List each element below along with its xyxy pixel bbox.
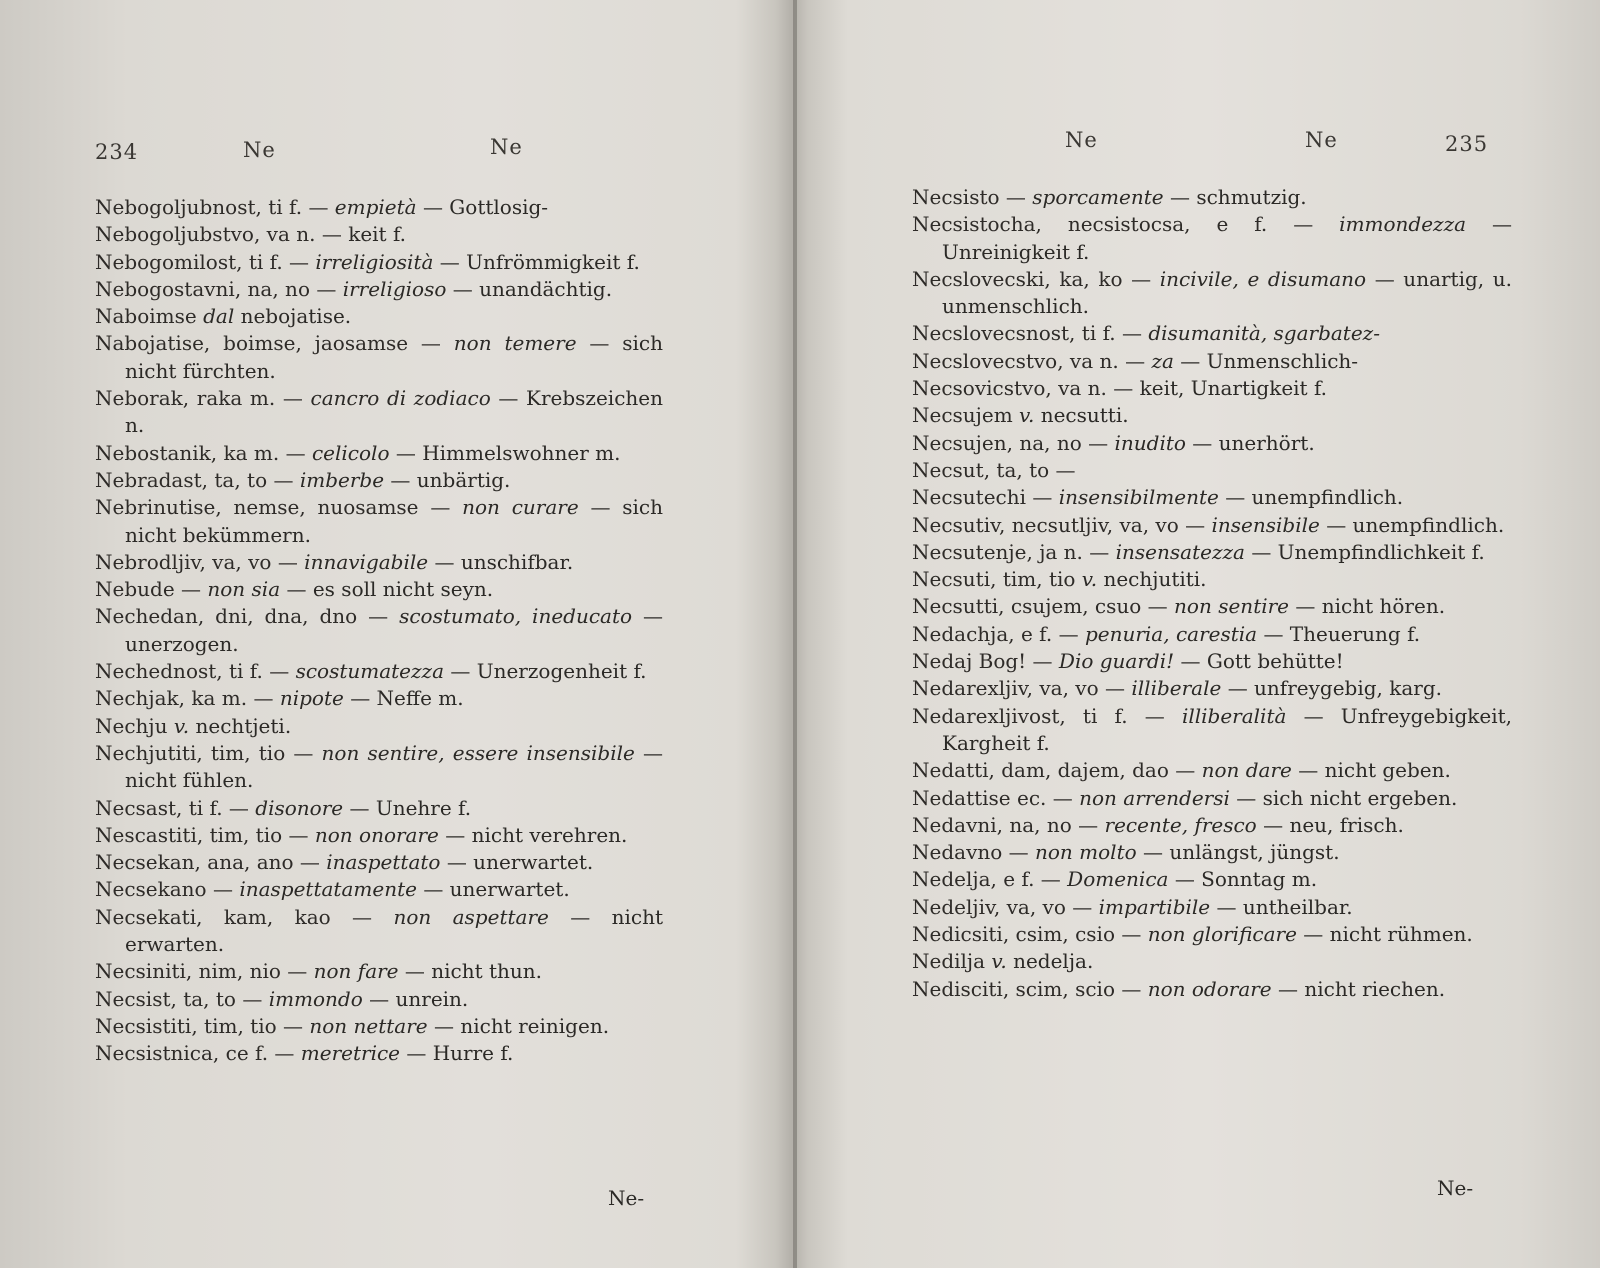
entry-italian: non onorare (314, 822, 439, 847)
running-head-center: Ne (490, 135, 523, 159)
entry-headword: Nedattise ec. — (912, 785, 1073, 810)
entry-german: — unandächtig. (452, 276, 613, 301)
dictionary-entry (95, 958, 663, 985)
entry-italian: penuria, carestia (1084, 621, 1258, 646)
entry-german: — schmutzig. (1169, 185, 1307, 209)
entry-german: — nicht geben. (1298, 758, 1451, 783)
dictionary-entry (912, 430, 1512, 457)
dictionary-entry (912, 211, 1512, 266)
entry-headword: Nebogoljubstvo, va n. — (95, 222, 342, 247)
entry-headword: Nedachja, e f. — (912, 621, 1079, 646)
dictionary-entry (912, 593, 1512, 620)
catchword: Ne- (608, 1186, 645, 1210)
entry-italian: disonore (255, 795, 344, 820)
dictionary-entry (912, 266, 1512, 321)
entry-german: — unschifbar. (434, 549, 574, 574)
dictionary-entry (95, 276, 663, 303)
entry-headword: Necsutiv, necsutljiv, va, vo — (912, 512, 1206, 537)
entry-headword: Neborak, raka m. — (95, 386, 303, 411)
entry-italian: incivile, e disumano (1159, 266, 1367, 291)
entry-italian: non curare (462, 495, 579, 520)
entry-german: — Unreinigkeit f. (942, 212, 1513, 264)
entry-headword: Nescastiti, tim, tio — (95, 822, 309, 847)
entry-headword: Necsistocha, necsistocsa, e f. — (912, 212, 1314, 237)
dictionary-entry (95, 249, 663, 276)
entry-german: — sich nicht bekümmern. (125, 495, 664, 547)
entry-italian: non temere (453, 331, 577, 356)
entry-headword: Necslovecski, ka, ko — (912, 266, 1152, 291)
dictionary-entry (912, 866, 1512, 893)
entry-headword: Necsiniti, nim, nio — (95, 959, 308, 984)
entry-headword: Necsekan, ana, ano — (95, 850, 320, 875)
entry-german: — Theuerung f. (1263, 621, 1421, 646)
entry-headword: Nedavno — (912, 840, 1029, 865)
entry-headword: Nedarexljivost, ti f. — (912, 703, 1165, 728)
entry-italian: innavigabile (304, 549, 429, 574)
entry-headword: Nedilja (912, 949, 986, 974)
entry-headword: Necsutechi — (912, 485, 1053, 510)
dictionary-entry (912, 621, 1512, 648)
entry-german: nechtjeti. (195, 713, 292, 738)
entry-italian: celicolo (311, 440, 390, 465)
entry-german: — Hurre f. (406, 1041, 514, 1066)
entry-italian: impartibile (1098, 894, 1211, 919)
entry-italian: non nettare (309, 1013, 428, 1038)
running-head-left: Ne (1065, 128, 1098, 152)
entry-italian: Dio guardi! (1058, 649, 1175, 674)
entry-german: — sich nicht fürchten. (125, 331, 663, 383)
entry-headword: Necsast, ti f. — (95, 795, 249, 820)
entry-german: nebojatise. (240, 304, 352, 329)
entry-headword: Nebradast, ta, to — (95, 467, 294, 492)
dictionary-entry (912, 785, 1512, 812)
entry-german: — unempfindlich. (1225, 485, 1404, 510)
entry-italian: empietà (334, 195, 417, 219)
entry-german: — untheilbar. (1216, 894, 1353, 919)
entry-german: nechjutiti. (1103, 567, 1207, 592)
page-number: 234 (95, 140, 139, 164)
dictionary-entry (912, 976, 1512, 1003)
entry-german: — unfreygebig, karg. (1227, 676, 1443, 701)
dictionary-entry (95, 658, 663, 685)
entry-italian: v. (173, 713, 190, 738)
entry-german: — unerzogen. (125, 604, 664, 656)
dictionary-entry (95, 795, 663, 822)
page-number: 235 (1445, 132, 1489, 156)
entry-headword: Necsutti, csujem, csuo — (912, 594, 1168, 619)
entry-headword: Nechjak, ka m. — (95, 686, 274, 711)
dictionary-entry (912, 948, 1512, 975)
entry-headword: Necsuti, tim, tio (912, 567, 1076, 592)
entry-italian: nipote (279, 686, 344, 711)
dictionary-entry (912, 812, 1512, 839)
entry-headword: Necsutenje, ja n. — (912, 539, 1110, 564)
entry-german: — Neffe m. (350, 686, 464, 711)
entry-list (912, 184, 1512, 1003)
dictionary-entry (912, 703, 1512, 758)
entry-german: keit, Unartigkeit f. (1139, 376, 1327, 401)
dictionary-entry (95, 385, 663, 440)
dictionary-entry (912, 402, 1512, 429)
dictionary-entry (95, 303, 663, 330)
entry-italian: v. (991, 949, 1007, 974)
dictionary-entry (95, 904, 663, 959)
dictionary-entry (95, 603, 663, 658)
entry-german: keit f. (348, 222, 406, 247)
entry-german: — nicht reinigen. (434, 1013, 610, 1038)
dictionary-entry (95, 822, 663, 849)
dictionary-entry (912, 648, 1512, 675)
entry-headword: Nechednost, ti f. — (95, 659, 290, 684)
entry-german: — Unehre f. (349, 795, 472, 820)
entry-headword: Nebostanik, ka m. — (95, 440, 306, 465)
dictionary-entry (95, 330, 663, 385)
entry-german: — nicht verehren. (445, 822, 628, 847)
dictionary-entry (95, 1040, 663, 1067)
entry-german: — unbärtig. (390, 467, 511, 492)
dictionary-entry (95, 1013, 663, 1040)
entry-italian: non fare (313, 959, 399, 984)
entry-headword: Necsisto — (912, 185, 1026, 209)
entry-headword: Nedarexljiv, va, vo — (912, 676, 1126, 701)
entry-headword: Necsut, ta, to — (912, 457, 1076, 482)
entry-italian: inudito (1114, 430, 1186, 455)
entry-headword: Nebrodljiv, va, vo — (95, 549, 298, 574)
entry-italian: non glorificare (1147, 922, 1297, 947)
entry-german: — nicht rühmen. (1303, 922, 1473, 947)
entry-german: — nicht riechen. (1278, 976, 1446, 1001)
entry-german: — Gott behütte! (1180, 649, 1344, 674)
dictionary-entry (912, 457, 1512, 484)
entry-headword: Necsistnica, ce f. — (95, 1041, 295, 1066)
dictionary-entry (95, 549, 663, 576)
entry-italian: illiberalità (1181, 703, 1287, 728)
entry-italian: insensibilmente (1058, 485, 1219, 510)
running-head-center: Ne (1305, 128, 1338, 152)
dictionary-entry (912, 839, 1512, 866)
dictionary-entry (95, 494, 663, 549)
dictionary-entry (95, 440, 663, 467)
entry-headword: Nebogostavni, na, no — (95, 276, 337, 301)
dictionary-entry (912, 921, 1512, 948)
entry-italian: irreligioso (342, 276, 447, 301)
entry-german: — Sonntag m. (1174, 867, 1318, 892)
entry-german: — unrein. (369, 986, 469, 1011)
right-page (797, 0, 1600, 1268)
dictionary-entry (912, 566, 1512, 593)
dictionary-entry (912, 184, 1512, 211)
dictionary-entry (912, 675, 1512, 702)
left-page (0, 0, 793, 1268)
entry-german: — nicht thun. (404, 959, 543, 984)
entry-italian: immondo (268, 986, 363, 1011)
dictionary-entry (95, 221, 663, 248)
entry-headword: Necsist, ta, to — (95, 986, 263, 1011)
entry-italian: Domenica (1067, 867, 1169, 892)
entry-italian: irreligiosità (315, 249, 434, 274)
entry-headword: Nechju (95, 713, 168, 738)
entry-german: — unartig, u. unmenschlich. (942, 266, 1512, 319)
entry-headword: Nebude — (95, 577, 202, 602)
dictionary-entry (912, 348, 1512, 375)
dictionary-entry (912, 757, 1512, 784)
entry-german: — unerwartet. (423, 877, 570, 902)
entry-german: — nicht fühlen. (125, 740, 663, 793)
entry-headword: Necslovecstvo, va n. — (912, 348, 1146, 373)
entry-headword: Nedatti, dam, dajem, dao — (912, 758, 1196, 783)
dictionary-entry (95, 467, 663, 494)
entry-german: — unlängst, jüngst. (1143, 840, 1340, 865)
entry-headword: Nechedan, dni, dna, dno — (95, 604, 389, 629)
entry-german: — Unfrömmigkeit f. (439, 249, 640, 274)
entry-german: — Krebszeichen n. (125, 386, 663, 438)
dictionary-entry (95, 849, 663, 876)
entry-headword: Nedisciti, scim, scio — (912, 976, 1142, 1001)
entry-german: — unempfindlich. (1326, 512, 1505, 537)
entry-german: — nicht hören. (1295, 594, 1446, 619)
entry-headword: Nedeljiv, va, vo — (912, 894, 1093, 919)
entry-headword: Necslovecsnost, ti f. — (912, 321, 1142, 346)
entry-italian: sporcamente (1032, 185, 1164, 209)
entry-headword: Naboimse (95, 304, 197, 329)
dictionary-entry (912, 539, 1512, 566)
dictionary-entry (95, 986, 663, 1013)
entry-italian: non sentire, essere insensibile (321, 740, 635, 765)
entry-italian: non sia (207, 577, 281, 602)
dictionary-entry (95, 740, 663, 795)
entry-italian: inaspettato (326, 850, 441, 875)
running-head-left: Ne (243, 138, 276, 162)
entry-italian: recente, fresco (1104, 812, 1257, 837)
entry-german: — unerhört. (1192, 430, 1315, 455)
entry-headword: Necsovicstvo, va n. — (912, 376, 1134, 401)
entry-german: — nicht erwarten. (125, 904, 664, 957)
entry-headword: Necsekano — (95, 877, 233, 902)
entry-italian: non arrendersi (1079, 785, 1230, 810)
entry-headword: Nebrinutise, nemse, nuosamse — (95, 495, 451, 520)
entry-italian: illiberale (1131, 676, 1222, 701)
dictionary-entry (95, 576, 663, 603)
entry-italian: scostumato, ineducato (399, 604, 633, 629)
entry-headword: Necsekati, kam, kao — (95, 904, 373, 929)
entry-headword: Nedaj Bog! — (912, 649, 1053, 674)
entry-italian: za (1151, 348, 1174, 373)
entry-german: — Himmelswohner m. (395, 440, 621, 465)
entry-italian: non dare (1201, 758, 1292, 783)
entry-italian: imberbe (299, 467, 385, 492)
entry-headword: Necsujem (912, 403, 1013, 428)
entry-list (95, 194, 663, 1068)
entry-german: — es soll nicht seyn. (286, 577, 494, 602)
entry-headword: Nedelja, e f. — (912, 867, 1061, 892)
entry-headword: Necsistiti, tim, tio — (95, 1013, 303, 1038)
entry-german: — Gottlosig- (422, 195, 549, 219)
entry-headword: Nebogoljubnost, ti f. — (95, 195, 329, 219)
entry-italian: non aspettare (393, 904, 549, 929)
dictionary-entry (95, 876, 663, 903)
entry-headword: Nedicsiti, csim, csio — (912, 922, 1142, 947)
dictionary-entry (95, 685, 663, 712)
entry-italian: disumanità, sgarbatez- (1148, 321, 1380, 346)
entry-german: — sich nicht ergeben. (1236, 785, 1458, 810)
dictionary-entry (95, 194, 663, 221)
entry-italian: non molto (1035, 840, 1137, 865)
entry-italian: dal (203, 304, 235, 329)
entry-italian: scostumatezza (295, 659, 445, 684)
entry-italian: immondezza (1339, 212, 1467, 237)
catchword: Ne- (1437, 1176, 1474, 1200)
entry-headword: Nedavni, na, no — (912, 812, 1099, 837)
entry-italian: v. (1081, 567, 1098, 592)
entry-italian: v. (1019, 403, 1035, 428)
entry-italian: non sentire (1174, 594, 1290, 619)
dictionary-entry (912, 512, 1512, 539)
dictionary-entry (912, 894, 1512, 921)
entry-german: — Unfreygebigkeit, Kargheit f. (942, 703, 1513, 755)
dictionary-entry (912, 320, 1512, 347)
entry-german: — Unmenschlich- (1180, 348, 1359, 373)
entry-italian: insensibile (1211, 512, 1320, 537)
entry-italian: inaspettatamente (239, 877, 417, 902)
entry-italian: meretrice (300, 1041, 401, 1066)
entry-german: — Unempfindlichkeit f. (1251, 539, 1485, 564)
entry-italian: cancro di zodiaco (310, 386, 491, 411)
entry-headword: Nabojatise, boimse, jaosamse — (95, 331, 441, 356)
entry-german: necsutti. (1040, 403, 1129, 428)
entry-german: — unerwartet. (446, 850, 594, 875)
entry-headword: Nechjutiti, tim, tio — (95, 740, 314, 765)
dictionary-entry (912, 484, 1512, 511)
dictionary-entry (95, 713, 663, 740)
dictionary-entry (912, 375, 1512, 402)
entry-italian: insensatezza (1115, 539, 1245, 564)
entry-german: — neu, frisch. (1263, 812, 1404, 837)
entry-german: — Unerzogenheit f. (450, 659, 647, 684)
entry-headword: Nebogomilost, ti f. — (95, 249, 310, 274)
entry-german: nedelja. (1013, 949, 1094, 974)
entry-headword: Necsujen, na, no — (912, 430, 1109, 455)
entry-italian: non odorare (1147, 976, 1272, 1001)
